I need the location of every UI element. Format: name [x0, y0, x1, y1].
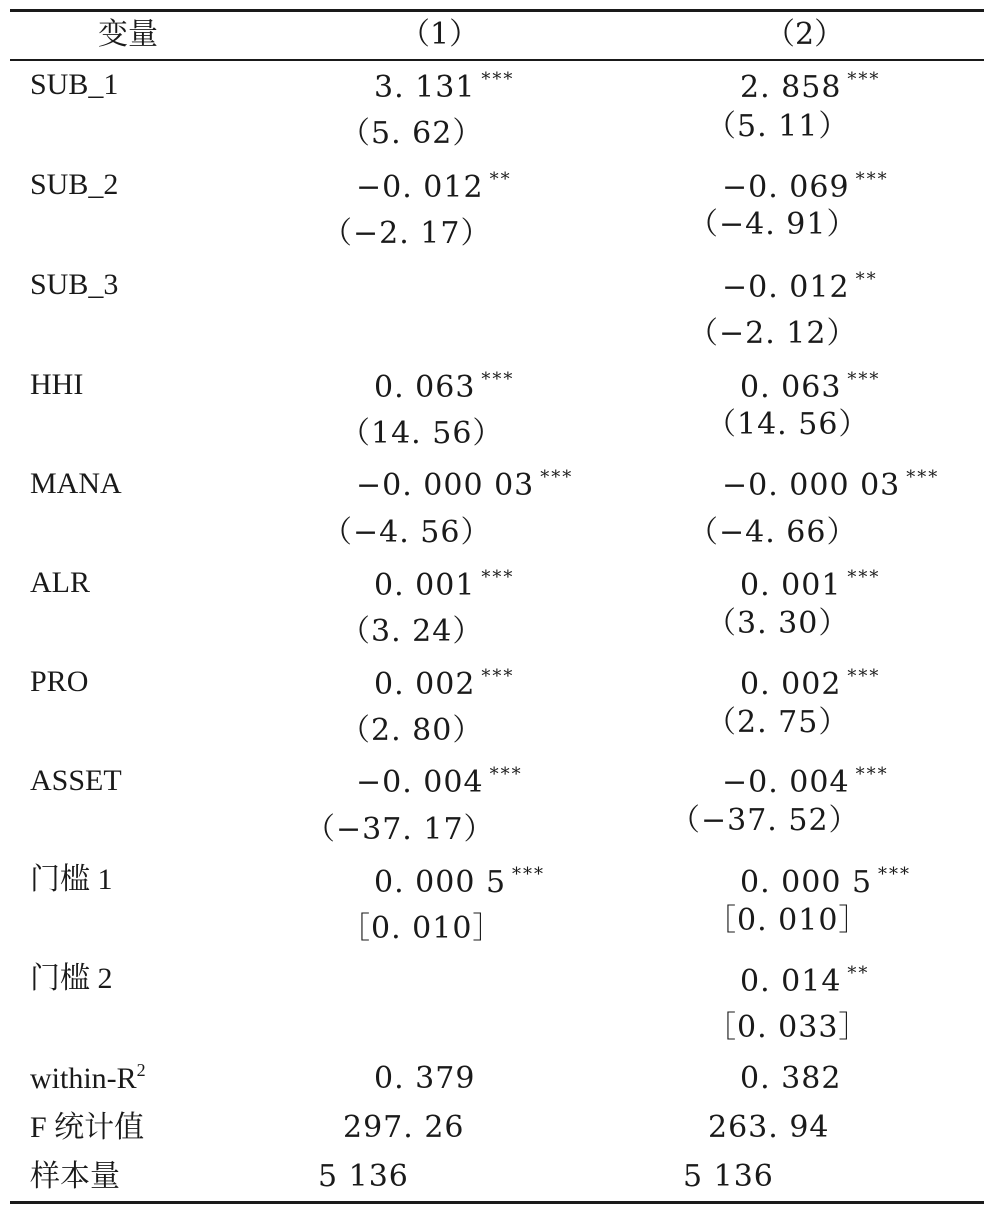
tstat-col2: （−37. 52）: [670, 803, 860, 838]
significance-stars: ***: [481, 666, 515, 687]
coef-col1: 0. 063 ***: [374, 369, 515, 405]
coef-col1: 0. 002 ***: [374, 666, 515, 702]
coef-col2: 0. 014 **: [740, 963, 870, 999]
row-variable-label: SUB_1: [30, 68, 119, 101]
tstat-col1: （14. 56）: [340, 416, 504, 451]
significance-stars: ***: [855, 764, 889, 785]
significance-stars: ***: [847, 69, 881, 90]
tstat-col1: （3. 24）: [340, 614, 484, 649]
coef-col2: 0. 000 5 ***: [740, 864, 912, 900]
row-variable-label: HHI: [30, 368, 84, 401]
pvalue-col2: ［0. 010］: [706, 903, 870, 938]
coef-col2: −0. 069 ***: [722, 169, 889, 205]
pvalue-col1: ［0. 010］: [340, 911, 504, 946]
tstat-col1: （−4. 56）: [322, 515, 492, 550]
row-variable-label: ASSET: [30, 764, 122, 797]
stat-label-f-statistic: F 统计值: [30, 1111, 145, 1144]
header-column-1: （1）: [400, 17, 480, 52]
significance-stars: ***: [481, 69, 515, 90]
coef-col1: −0. 000 03 ***: [356, 467, 574, 503]
pvalue-col2: ［0. 033］: [706, 1010, 870, 1045]
tstat-col2: （3. 30）: [706, 606, 850, 641]
row-variable-label: 门槛 1: [30, 863, 113, 896]
significance-stars: ***: [540, 467, 574, 488]
significance-stars: ***: [906, 467, 940, 488]
significance-stars: **: [847, 963, 870, 984]
significance-stars: ***: [847, 369, 881, 390]
coef-col2: 0. 002 ***: [740, 666, 881, 702]
coef-col1: 0. 001 ***: [374, 567, 515, 603]
coef-col1: −0. 004 ***: [356, 764, 523, 800]
coef-col1: 0. 000 5 ***: [374, 864, 546, 900]
stat-label-sample-size: 样本量: [30, 1160, 120, 1193]
row-variable-label: SUB_3: [30, 268, 119, 301]
coef-col2: −0. 004 ***: [722, 764, 889, 800]
significance-stars: ***: [878, 864, 912, 885]
tstat-col1: （5. 62）: [340, 116, 484, 151]
tstat-col2: （−4. 91）: [688, 207, 858, 242]
significance-stars: ***: [512, 864, 546, 885]
significance-stars: ***: [481, 567, 515, 588]
stat-label-within-r2: within-$R^2$: [30, 1060, 146, 1095]
coef-col1: −0. 012 **: [356, 169, 512, 205]
tstat-col1: （−37. 17）: [305, 812, 495, 847]
coef-col2: −0. 012 **: [722, 269, 878, 305]
tstat-col2: （−2. 12）: [688, 316, 858, 351]
header-column-2: （2）: [765, 17, 845, 52]
coef-col2: −0. 000 03 ***: [722, 467, 940, 503]
coef-col2: 0. 001 ***: [740, 567, 881, 603]
stat-col1: 297. 26: [343, 1110, 465, 1145]
tstat-col1: （2. 80）: [340, 713, 484, 748]
stat-col2: 263. 94: [708, 1110, 830, 1145]
tstat-col1: （−2. 17）: [322, 216, 492, 251]
table-bottom-rule: [10, 1201, 984, 1204]
significance-stars: **: [489, 169, 512, 190]
table-header-rule: [10, 59, 984, 61]
tstat-col2: （−4. 66）: [688, 515, 858, 550]
stat-col1: 5 136: [318, 1159, 409, 1194]
significance-stars: ***: [855, 169, 889, 190]
significance-stars: ***: [847, 666, 881, 687]
significance-stars: ***: [847, 567, 881, 588]
significance-stars: ***: [481, 369, 515, 390]
coef-col2: 0. 063 ***: [740, 369, 881, 405]
coef-col2: 2. 858 ***: [740, 69, 881, 105]
tstat-col2: （14. 56）: [706, 407, 870, 442]
table-top-rule: [10, 9, 984, 12]
significance-stars: **: [855, 269, 878, 290]
tstat-col2: （5. 11）: [706, 109, 850, 144]
coef-col1: 3. 131 ***: [374, 69, 515, 105]
stat-col2: 5 136: [683, 1159, 774, 1194]
row-variable-label: ALR: [30, 566, 90, 599]
header-variable: 变量: [98, 17, 158, 52]
significance-stars: ***: [489, 764, 523, 785]
row-variable-label: PRO: [30, 665, 89, 698]
row-variable-label: 门槛 2: [30, 962, 113, 995]
tstat-col2: （2. 75）: [706, 705, 850, 740]
row-variable-label: MANA: [30, 467, 122, 500]
stat-col1: 0. 379: [374, 1061, 476, 1096]
stat-col2: 0. 382: [740, 1061, 842, 1096]
row-variable-label: SUB_2: [30, 168, 119, 201]
